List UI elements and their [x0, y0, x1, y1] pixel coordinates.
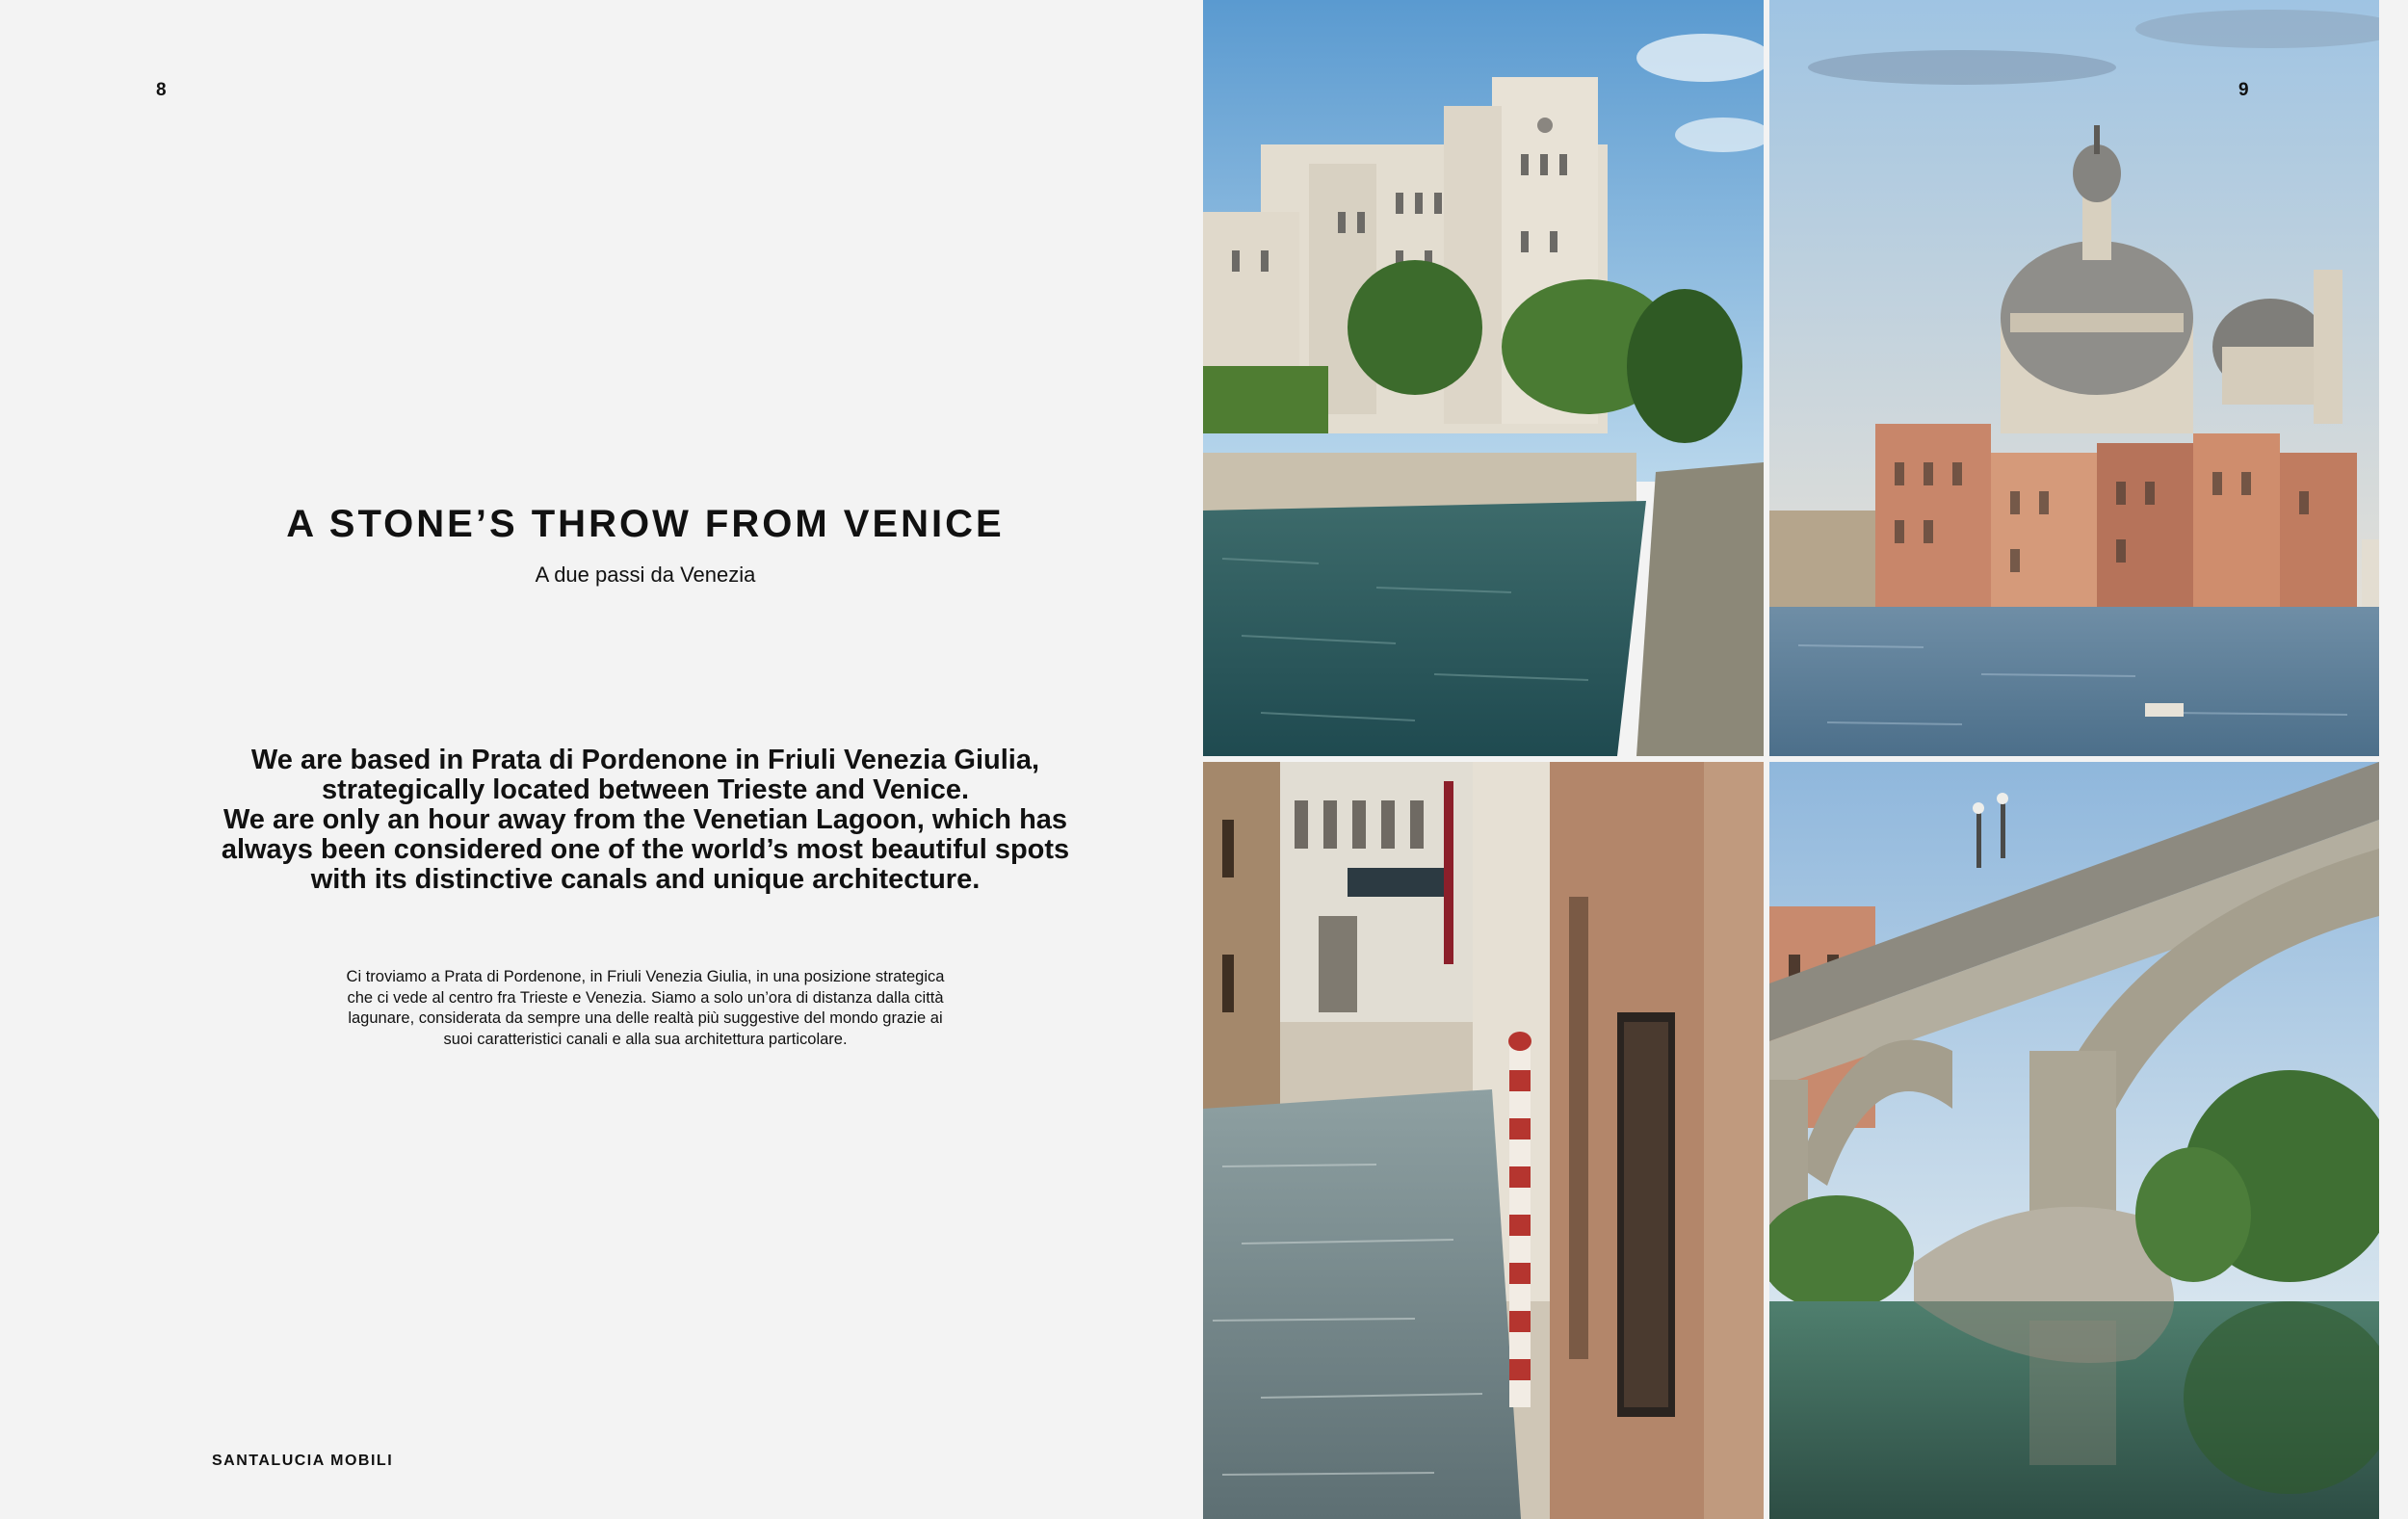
lead-line: always been considered one of the world’s most beautiful spots	[221, 834, 1070, 865]
page-title: A STONE’S THROW FROM VENICE	[286, 503, 1005, 545]
left-page	[0, 0, 1202, 1519]
lead-line: with its distinctive canals and unique architecture.	[310, 864, 981, 895]
lead-paragraph	[183, 746, 1108, 895]
lead-line: We are based in Prata di Pordenone in Friuli Venezia Giulia,	[250, 745, 1040, 775]
body-line: che ci vede al centro fra Trieste e Venezia. Siamo a solo un’ora di distanza dalla città	[347, 988, 944, 1007]
page-subtitle: A due passi da Venezia	[535, 563, 756, 587]
right-page-margin	[2379, 0, 2408, 1519]
body-line: lagunare, considerata da sempre una delle realtà più suggestive del mondo grazie ai	[348, 1009, 943, 1027]
brand-footer: SANTALUCIA MOBILI	[212, 1453, 394, 1469]
venice-domed-church-photo	[1769, 0, 2379, 756]
page-number-right: 9	[2238, 80, 2249, 100]
lead-line: We are only an hour away from the Venetian Lagoon, which has	[222, 804, 1068, 835]
stone-bridge-river-photo	[1769, 762, 2379, 1519]
castle-by-sea-photo	[1203, 0, 1764, 756]
body-line: Ci troviamo a Prata di Pordenone, in Friuli Venezia Giulia, in una posizione strategica	[346, 968, 945, 985]
body-line: suoi caratteristici canali e alla sua architettura particolare.	[443, 1030, 848, 1048]
lead-line: strategically located between Trieste and Venice.	[321, 774, 970, 805]
venice-canal-photo	[1203, 762, 1764, 1519]
page-number-left: 8	[156, 80, 167, 100]
italian-paragraph	[308, 967, 982, 1050]
